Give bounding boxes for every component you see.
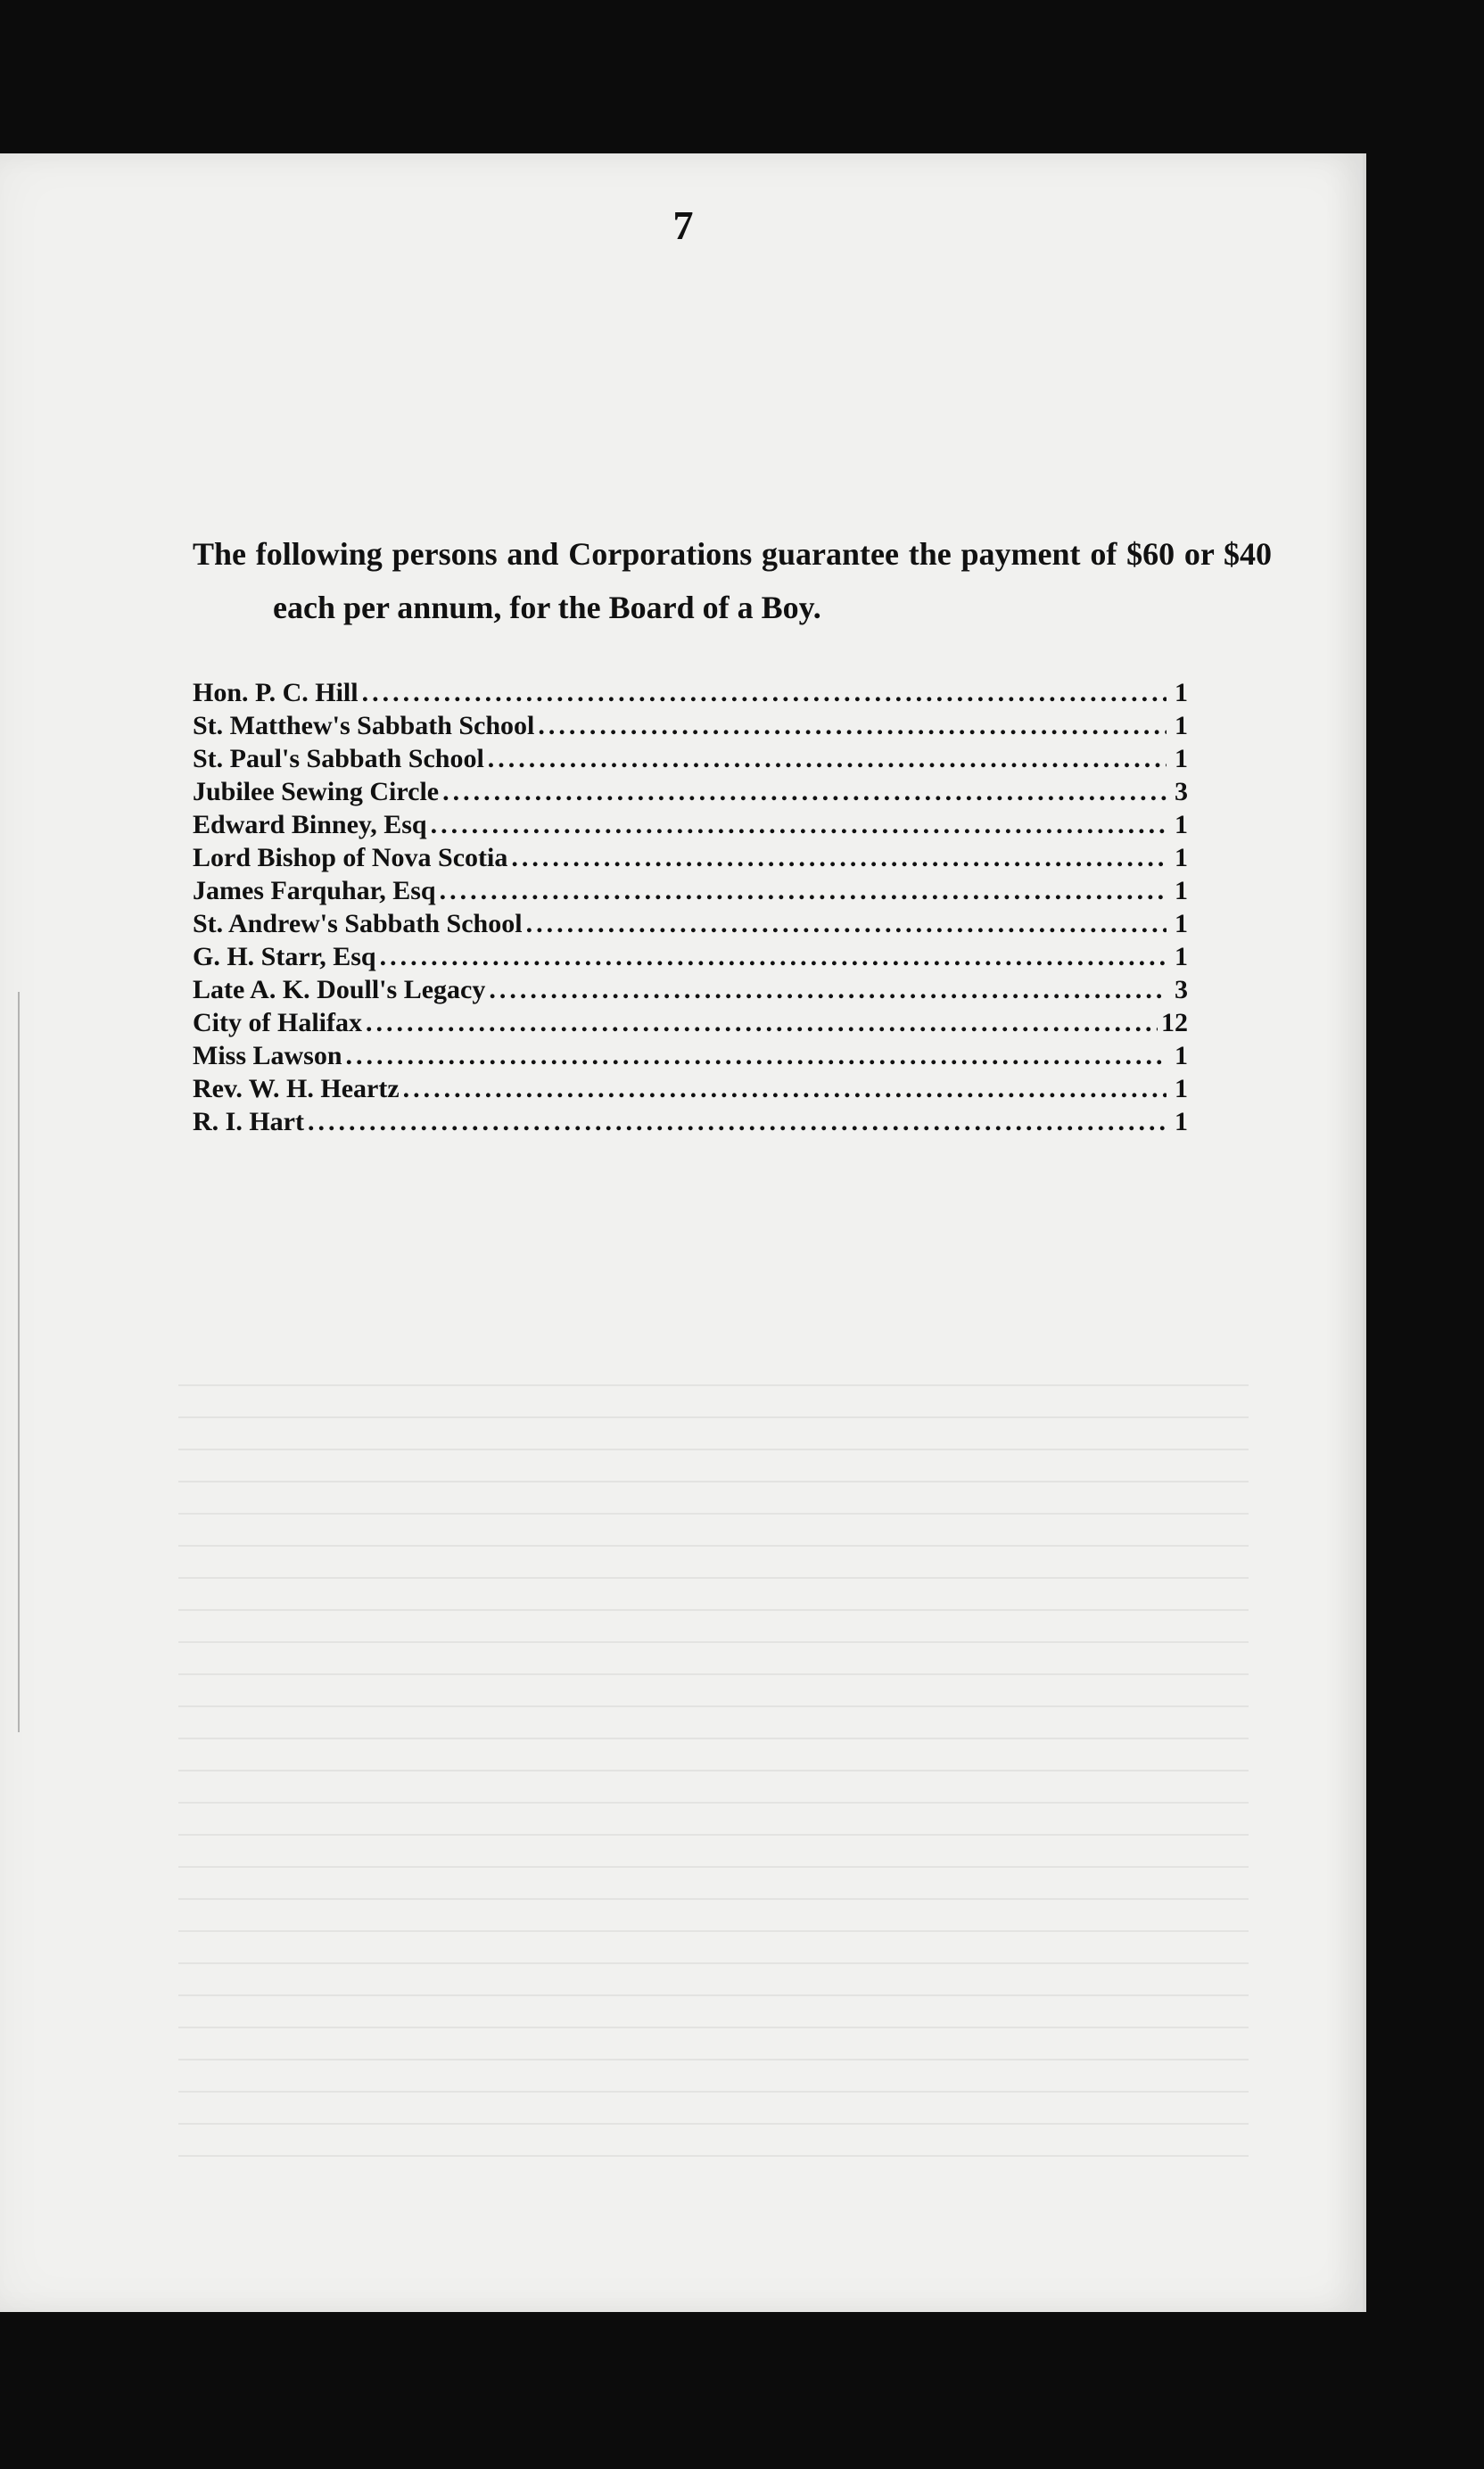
contributor-count: 1 — [1175, 942, 1188, 971]
dot-leader — [526, 909, 1167, 939]
list-item — [193, 711, 1188, 744]
contributor-count: 12 — [1161, 1008, 1188, 1037]
contributor-count: 1 — [1175, 1107, 1188, 1136]
list-item — [193, 975, 1188, 1008]
page-number: 7 — [672, 202, 694, 248]
dot-leader — [346, 1041, 1167, 1071]
contributor-name: R. I. Hart — [193, 1107, 304, 1136]
list-item — [193, 777, 1188, 810]
list-item — [193, 1074, 1188, 1107]
dot-leader — [511, 843, 1167, 873]
contributor-name: Late A. K. Doull's Legacy — [193, 975, 486, 1004]
contributor-name: St. Matthew's Sabbath School — [193, 711, 535, 740]
dot-leader — [538, 711, 1167, 741]
contributor-count: 1 — [1175, 678, 1188, 707]
intro-paragraph: The following persons and Corporations guarantee the payment of $60 or $40 each per annum, for the Board of a Boy. — [193, 536, 1272, 625]
contributor-name: Jubilee Sewing Circle — [193, 777, 440, 806]
contributor-name: James Farquhar, Esq — [193, 876, 436, 905]
contributor-count: 3 — [1175, 975, 1188, 1004]
page-fold-edge — [5, 992, 20, 1732]
contributor-count: 1 — [1175, 909, 1188, 938]
dot-leader — [380, 942, 1167, 972]
dot-leader — [308, 1107, 1167, 1137]
contributor-name: Lord Bishop of Nova Scotia — [193, 843, 508, 872]
list-item — [193, 1107, 1188, 1140]
contributor-name: St. Paul's Sabbath School — [193, 744, 484, 773]
bleed-through-text — [178, 1384, 1249, 2187]
dot-leader — [403, 1074, 1167, 1104]
contributor-name: Hon. P. C. Hill — [193, 678, 359, 707]
list-item — [193, 810, 1188, 843]
contributor-name: City of Halifax — [193, 1008, 362, 1037]
list-item — [193, 876, 1188, 909]
contributor-name: Rev. W. H. Heartz — [193, 1074, 400, 1103]
contributor-name: St. Andrew's Sabbath School — [193, 909, 523, 938]
list-item — [193, 1041, 1188, 1074]
dot-leader — [442, 777, 1167, 807]
contributor-count: 1 — [1175, 711, 1188, 740]
contributor-list — [193, 678, 1188, 1140]
dot-leader — [362, 678, 1167, 708]
contributor-count: 1 — [1175, 744, 1188, 773]
dot-leader — [488, 744, 1167, 774]
list-item — [193, 909, 1188, 942]
list-item — [193, 942, 1188, 975]
dot-leader — [366, 1008, 1158, 1038]
dot-leader — [489, 975, 1167, 1005]
contributor-name: Edward Binney, Esq — [193, 810, 427, 839]
list-item — [193, 744, 1188, 777]
list-item — [193, 678, 1188, 711]
document-page — [0, 153, 1366, 2312]
dot-leader — [431, 810, 1167, 840]
contributor-name: G. H. Starr, Esq — [193, 942, 376, 971]
contributor-count: 1 — [1175, 1074, 1188, 1103]
contributor-count: 1 — [1175, 843, 1188, 872]
dot-leader — [440, 876, 1167, 906]
list-item — [193, 843, 1188, 876]
list-item — [193, 1008, 1188, 1041]
contributor-count: 1 — [1175, 810, 1188, 839]
contributor-count: 1 — [1175, 876, 1188, 905]
contributor-name: Miss Lawson — [193, 1041, 342, 1070]
contributor-count: 3 — [1175, 777, 1188, 806]
contributor-count: 1 — [1175, 1041, 1188, 1070]
